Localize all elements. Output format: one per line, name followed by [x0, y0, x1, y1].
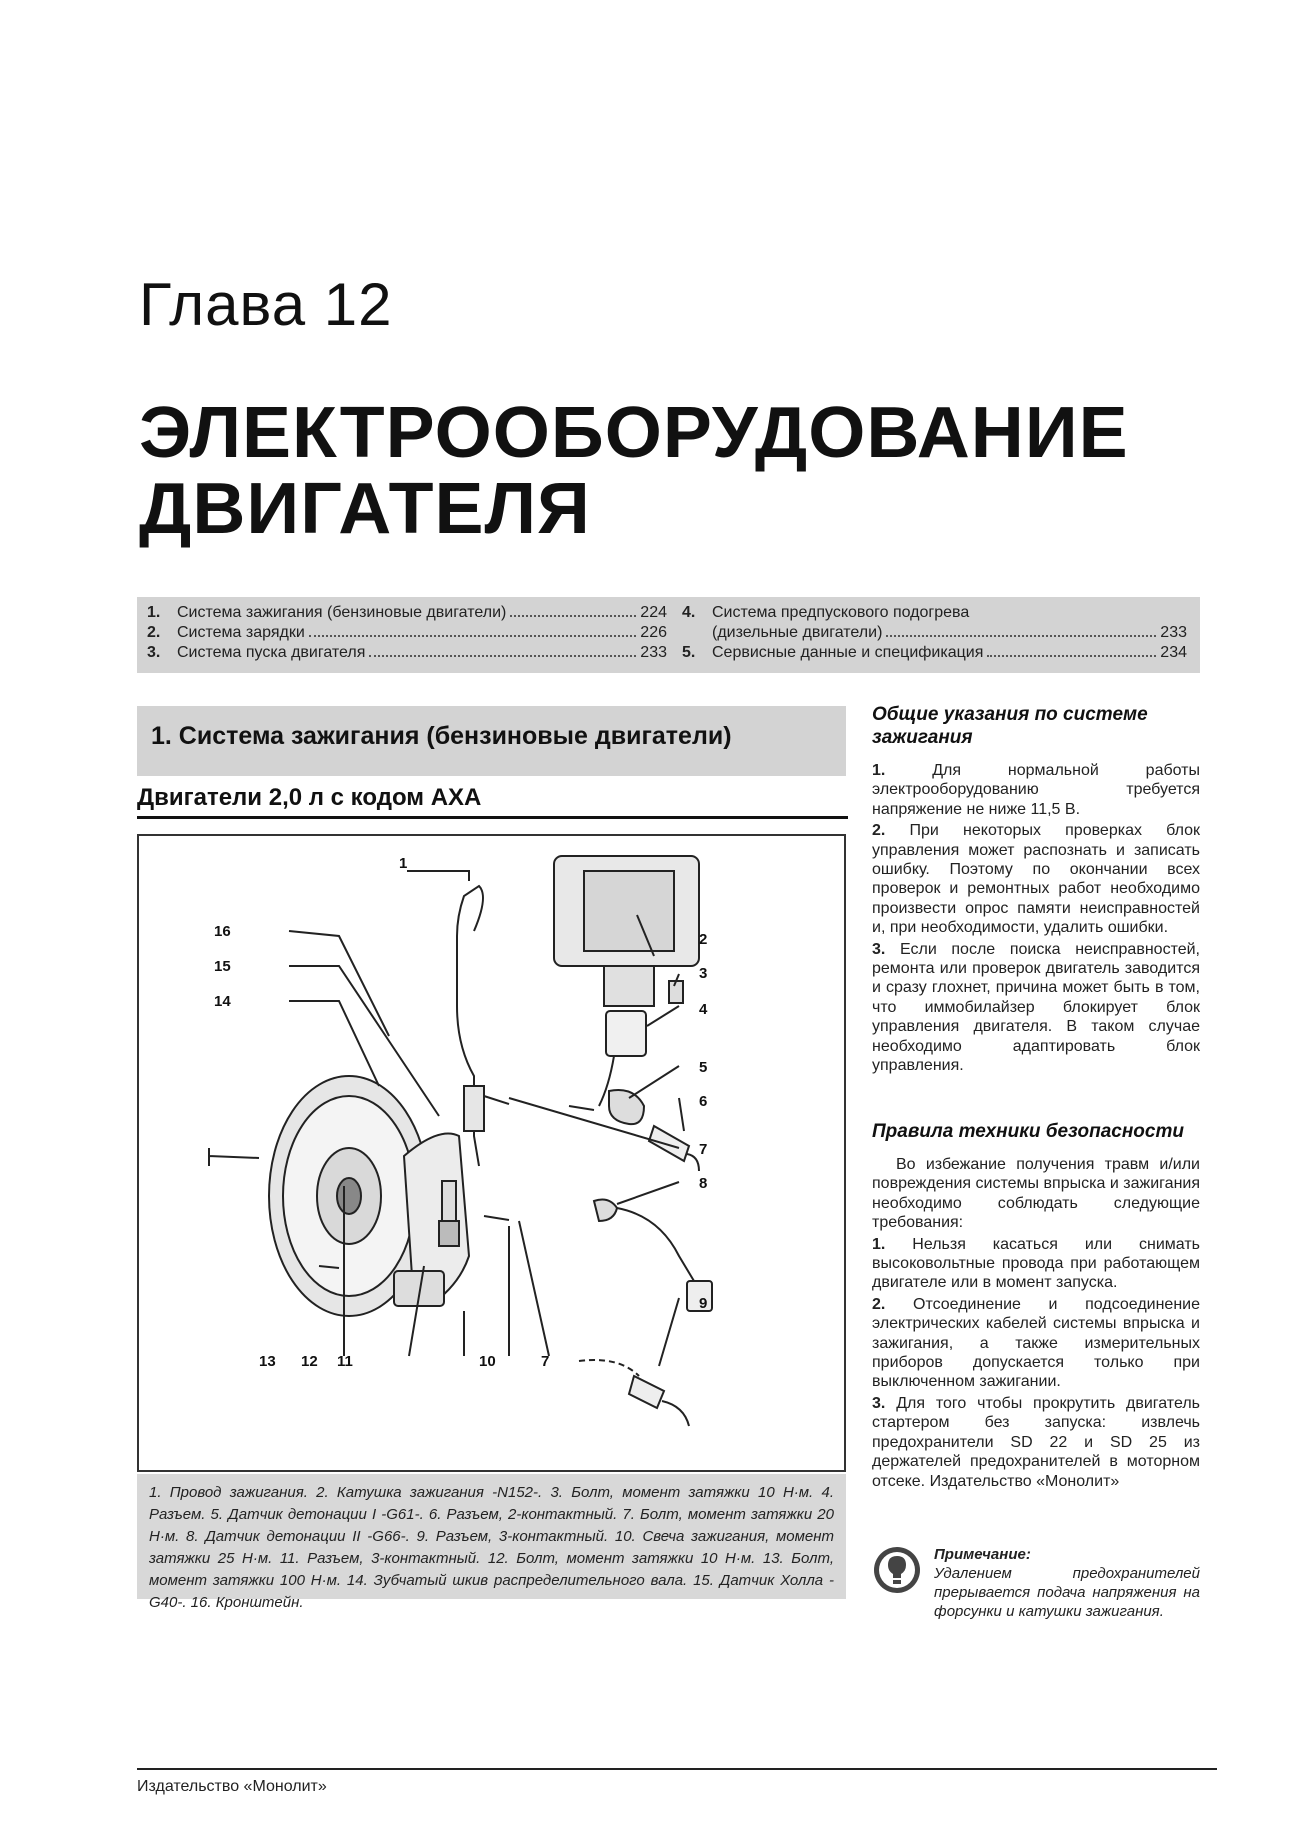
callout-3: 3	[699, 965, 708, 982]
callout-9: 9	[699, 1295, 708, 1312]
callout-10: 10	[479, 1353, 496, 1370]
general-instructions	[872, 703, 1200, 1078]
toc-right-column	[682, 603, 1187, 663]
ignition-diagram-drawing	[139, 836, 844, 1470]
toc-left-column	[147, 603, 667, 663]
callout-14: 14	[214, 993, 231, 1010]
callout-16: 16	[214, 923, 231, 940]
toc-number: 2.	[147, 624, 161, 641]
safety-heading: Правила техники безопасности	[872, 1121, 1184, 1142]
toc-entry[interactable]	[147, 623, 667, 643]
toc-number: 4.	[682, 604, 696, 621]
ignition-diagram	[137, 834, 846, 1472]
note-box	[872, 1545, 1200, 1620]
general-paragraph	[872, 761, 1200, 819]
paragraph-number: 1.	[872, 1235, 886, 1253]
table-of-contents	[137, 597, 1200, 673]
paragraph-number: 2.	[872, 822, 886, 840]
callout-7b: 7	[541, 1353, 550, 1370]
toc-page: 226	[640, 624, 667, 641]
callout-6: 6	[699, 1093, 708, 1110]
callout-8: 8	[699, 1175, 708, 1192]
toc-text: Система зажигания (бензиновые двигатели)	[177, 604, 507, 621]
note-body: Удалением предохранителей прерывается подача напряжения на форсунки и катушки зажигания.	[934, 1565, 1200, 1620]
paragraph-text: Если после поиска неисправностей, ремонта или проверок двигатель заводится и сразу глохнет, причина может быть в том, что иммобилайзер блокирует блок управления двигателя. В таком случае необходимо адаптировать блок управления.	[872, 940, 1200, 1075]
general-paragraph	[872, 821, 1200, 937]
toc-text: Система зарядки	[177, 624, 305, 641]
note-label: Примечание:	[934, 1546, 1031, 1563]
section-heading	[137, 706, 846, 776]
figure-caption: 1. Провод зажигания. 2. Катушка зажигания -N152-. 3. Болт, момент затяжки 10 Н·м. 4. Разъем. 5. Датчик детонации I -G61-. 6. Разъем, 2-контактный. 7. Болт, момент затяжки 20 Н·м. 8. Датчик детонации II -G66-. 9. Разъем, 3-контактный. 10. Свеча зажигания, момент затяжки 25 Н·м. 11. Разъем, 3-контактный. 12. Болт, момент затяжки 10 Н·м. 13. Болт, момент затяжки 100 Н·м. 14. Зубчатый шкив распределительного вала. 15. Датчик Холла -G40-. 16. Кронштейн.	[137, 1474, 846, 1599]
callout-13: 13	[259, 1353, 276, 1370]
toc-entry[interactable]	[147, 603, 667, 623]
toc-number: 1.	[147, 604, 161, 621]
callout-11: 11	[337, 1353, 353, 1370]
callout-12: 12	[301, 1353, 318, 1370]
paragraph-text: Для нормальной работы электрооборудованию требуется напряжение не ниже 11,5 В.	[872, 762, 1200, 818]
callout-1: 1	[399, 855, 408, 872]
safety-intro: Во избежание получения травм и/или повреждения системы впрыска и зажигания необходимо соблюдать следующие требования:	[872, 1156, 1200, 1232]
toc-text: Система пуска двигателя	[177, 644, 366, 661]
callout-4: 4	[699, 1001, 708, 1018]
toc-entry[interactable]	[682, 603, 1187, 623]
safety-rules	[872, 1120, 1200, 1493]
general-paragraph	[872, 940, 1200, 1076]
toc-text: Система предпускового подогрева	[712, 604, 970, 621]
toc-entry[interactable]	[147, 643, 667, 663]
callout-15: 15	[214, 958, 231, 975]
callout-7: 7	[699, 1141, 708, 1158]
footer-rule	[137, 1768, 1217, 1770]
callout-2: 2	[699, 931, 708, 948]
chapter-label: Глава 12	[139, 271, 393, 338]
callout-5: 5	[699, 1059, 708, 1076]
toc-text: Сервисные данные и спецификация	[712, 644, 984, 661]
note-text	[934, 1545, 1200, 1621]
paragraph-number: 3.	[872, 940, 886, 958]
toc-page: 224	[640, 604, 667, 621]
paragraph-number: 3.	[872, 1394, 886, 1412]
toc-leader	[309, 623, 637, 637]
safety-paragraph	[872, 1295, 1200, 1392]
chapter-title	[139, 395, 1129, 547]
toc-page: 233	[1160, 624, 1187, 641]
toc-leader	[369, 643, 636, 657]
paragraph-number: 2.	[872, 1295, 886, 1313]
safety-paragraph	[872, 1394, 1200, 1491]
lightbulb-icon	[872, 1545, 922, 1595]
toc-entry[interactable]	[682, 643, 1187, 663]
paragraph-number: 1.	[872, 762, 886, 779]
paragraph-text: Нельзя касаться или снимать высоковольтные провода при работающем двигателе или в момент запуска.	[872, 1235, 1200, 1292]
safety-paragraph	[872, 1235, 1200, 1293]
toc-text: (дизельные двигатели)	[712, 624, 883, 641]
toc-leader	[886, 623, 1156, 637]
toc-number: 3.	[147, 644, 161, 661]
subheading: Двигатели 2,0 л с кодом АХА	[137, 784, 848, 819]
footer-publisher: Издательство «Монолит»	[137, 1778, 327, 1795]
toc-leader	[987, 643, 1156, 657]
section-heading-text: 1. Система зажигания (бензиновые двигатели)	[151, 722, 732, 750]
toc-entry-continued[interactable]	[682, 623, 1187, 643]
general-heading: Общие указания по системе зажигания	[872, 704, 1148, 748]
paragraph-text: При некоторых проверках блок управления может распознать и записать ошибку. Поэтому по окончании всех проверок и ремонтных работ необходимо произвести опрос памяти неисправностей и, при необходимости, удалить ошибки.	[872, 822, 1200, 937]
title-line-1: ЭЛЕКТРООБОРУДОВАНИЕ	[139, 393, 1129, 473]
paragraph-text: Для того чтобы прокрутить двигатель стартером без запуска: извлечь предохранители SD 22 и SD 25 из держателей предохранителей в моторном отсеке. Издательство «Монолит»	[872, 1394, 1200, 1490]
toc-page: 233	[640, 644, 667, 661]
toc-number: 5.	[682, 644, 696, 661]
title-line-2: ДВИГАТЕЛЯ	[139, 469, 591, 549]
paragraph-text: Отсоединение и подсоединение электрических кабелей системы впрыска и зажигания, а также измерительных приборов допускается только при выключенном зажигании.	[872, 1295, 1200, 1391]
toc-page: 234	[1160, 644, 1187, 661]
toc-leader	[510, 603, 636, 617]
